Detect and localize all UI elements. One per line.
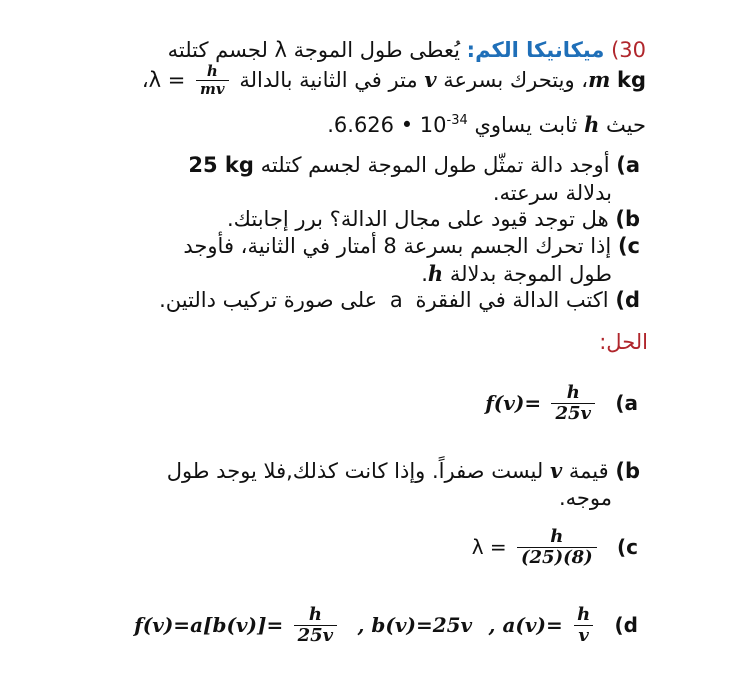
problem-line1-text: يُعطى طول الموجة λ لجسم كتلته [167, 38, 460, 62]
solution-d-fraction-2 [573, 606, 594, 647]
part-c-end: . [421, 262, 428, 286]
solution-b-text3: موجه. [558, 486, 612, 510]
solution-b-text: قيمة [568, 459, 609, 483]
solution-a-num: h [566, 382, 580, 403]
problem-line2-end: ، [141, 68, 149, 92]
part-d-a: a [389, 288, 403, 312]
solution-heading: الحل: [599, 330, 648, 354]
planck-base: 10 [419, 113, 447, 137]
part-a-label: a) [616, 153, 640, 177]
lambda-eq: λ = [148, 68, 186, 92]
solution-d-composition: f(v)=a[b(v)]= [134, 612, 284, 637]
solution-b-cont [559, 486, 612, 510]
lambda-frac-num: h [206, 62, 218, 80]
part-a [188, 153, 640, 177]
problem-line-3 [327, 112, 646, 137]
problem-line2-text-a: ، ويتحرك بسرعة [443, 68, 589, 92]
mass-symbol: m [588, 67, 611, 92]
solution-a [485, 384, 638, 425]
part-a-cont [493, 181, 612, 205]
lambda-frac-den: mv [196, 80, 229, 98]
solution-b-v: v [549, 458, 563, 483]
solution-c [472, 528, 638, 569]
solution-a-fraction [551, 384, 595, 425]
problem-title: ميكانيكا الكم: [466, 38, 605, 62]
part-c-text: إذا تحرك الجسم بسرعة 8 أمتار في الثانية، فأوجد [183, 234, 612, 258]
part-b-label: b) [615, 207, 640, 231]
solution-d-a-def: , a(v)= [488, 612, 563, 637]
solution-a-label: (a [615, 390, 638, 415]
problem-number: 30) [611, 38, 646, 62]
solution-d-b-def: , b(v)=25v [357, 612, 473, 637]
part-b [227, 207, 640, 231]
solution-d-den1: 25v [294, 625, 338, 647]
lambda-fraction [196, 64, 229, 98]
problem-line3-text-b: ثابت يساوي [474, 113, 578, 137]
planck-value [334, 113, 468, 137]
solution-d-fraction-1 [294, 606, 338, 647]
solution-d-num1: h [308, 604, 322, 625]
part-d-label: d) [615, 288, 640, 312]
part-d-text: اكتب الدالة في الفقرة [415, 288, 609, 312]
part-d [159, 288, 640, 312]
part-a-text: أوجد دالة تمثّل طول الموجة لجسم كتلته [260, 153, 610, 177]
lambda-formula [149, 64, 233, 98]
problem-line3-text-a: حيث [606, 113, 646, 137]
planck-symbol: h [584, 112, 600, 137]
part-c [183, 234, 640, 258]
solution-c-label: (c [617, 534, 638, 559]
solution-b-text2: ليست صفراً. وإذا كانت كذلك,فلا يوجد طول [166, 459, 544, 483]
solution-c-den: (25)(8) [517, 547, 597, 569]
solution-d [134, 606, 638, 647]
problem-line-2 [142, 64, 646, 98]
planck-mantissa: 6.626 • [333, 113, 414, 137]
part-c-cont [421, 261, 612, 286]
problem-line-1 [168, 38, 646, 62]
part-d-text2: على صورة تركيب دالتين. [159, 288, 378, 312]
planck-exponent: -34 [446, 113, 468, 128]
part-a-mass: 25 kg [188, 153, 254, 177]
part-c-text2: طول الموجة بدلالة [449, 262, 612, 286]
part-b-text: هل توجد قيود على مجال الدالة؟ برر إجابتك. [226, 207, 609, 231]
solution-c-lhs: λ = [471, 534, 507, 559]
solution-d-label: (d [614, 612, 638, 637]
solution-c-num: h [550, 526, 564, 547]
solution-a-den: 25v [551, 403, 595, 425]
solution-a-lhs: f(v)= [485, 390, 542, 415]
part-c-label: c) [617, 234, 640, 258]
part-c-h: h [427, 261, 444, 286]
problem-line3-end: . [327, 113, 334, 137]
mass-unit: kg [617, 68, 646, 92]
part-a-text2: بدلالة سرعته. [492, 181, 612, 205]
solution-d-den2: v [574, 625, 592, 647]
velocity-symbol: v [424, 67, 437, 92]
solution-b-label: b) [615, 459, 640, 483]
solution-b [167, 458, 640, 483]
problem-line2-text-b: متر في الثانية بالدالة [239, 68, 418, 92]
solution-c-fraction [517, 528, 597, 569]
solution-d-num2: h [577, 604, 591, 625]
